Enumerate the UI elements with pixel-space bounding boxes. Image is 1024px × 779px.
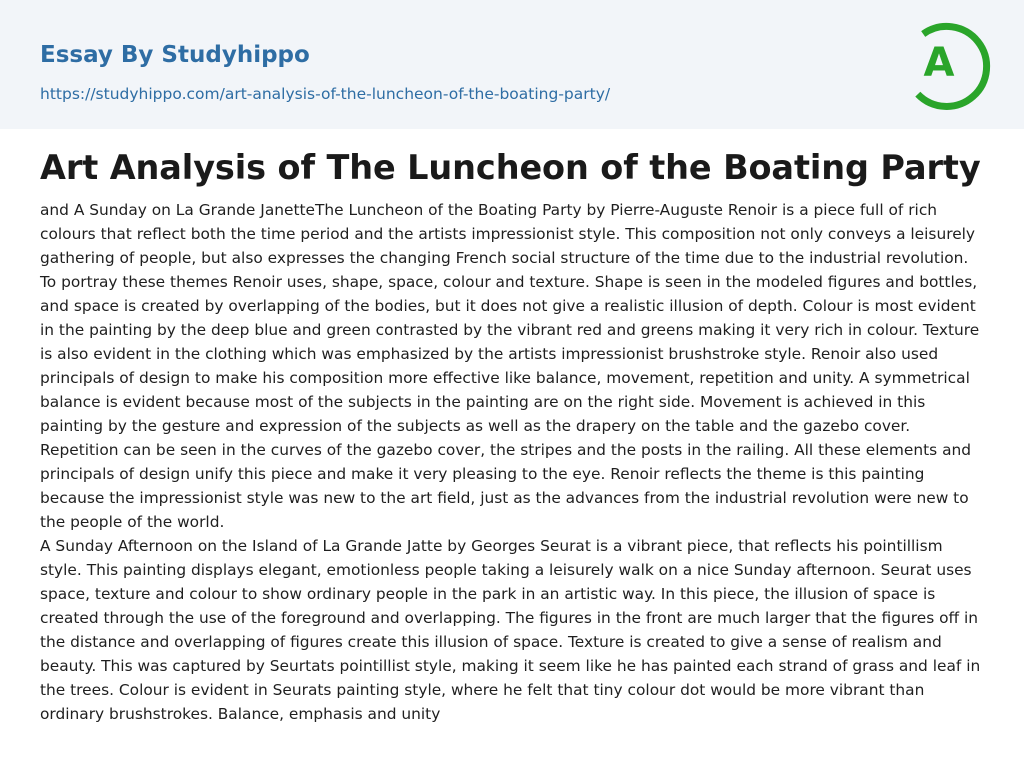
article [0,129,1024,726]
article-paragraph-1: and A Sunday on La Grande JanetteThe Luncheon of the Boating Party by Pierre-Auguste Renoir is a piece full of rich colours that reflect both the time period and the artists impressionist style. This composition not only conveys a leisurely gathering of people, but also expresses the changing French social structure of the time due to the industrial revolution. To portray these themes Renoir uses, shape, space, colour and texture. Shape is seen in the modeled figures and bottles, and space is created by overlapping of the bodies, but it does not give a realistic illusion of depth. Colour is most evident in the painting by the deep blue and green contrasted by the vibrant red and greens making it very rich in colour. Texture is also evident in the clothing which was emphasized by the artists impressionist brushstroke style. Renoir also used principals of design to make his composition more effective like balance, movement, repetition and unity. A symmetrical balance is evident because most of the subjects in the painting are on the right side. Movement is achieved in this painting by the gesture and expression of the subjects as well as the drapery on the table and the gazebo cover. Repetition can be seen in the curves of the gazebo cover, the stripes and the posts in the railing. All these elements and principals of design unify this piece and make it very pleasing to the eye. Renoir reflects the theme is this painting because the impressionist style was new to the art field, just as the advances from the industrial revolution were new to the people of the world. [40,201,980,531]
site-header [0,0,1024,129]
article-url-link[interactable]: https://studyhippo.com/art-analysis-of-the-luncheon-of-the-boating-party/ [40,85,611,103]
article-paragraph-2: A Sunday Afternoon on the Island of La Grande Jatte by Georges Seurat is a vibrant piece, that reflects his pointillism style. This painting displays elegant, emotionless people taking a leisurely walk on a nice Sunday afternoon. Seurat uses space, texture and colour to show ordinary people in the park in an artistic way. In this piece, the illusion of space is created through the use of the foreground and overlapping. The figures in the front are much larger that the figures off in the distance and overlapping of figures create this illusion of space. Texture is created to give a sense of realism and beauty. This was captured by Seurtats pointillist style, making it seem like he has painted each strand of grass and leaf in the trees. Colour is evident in Seurats painting style, where he felt that tiny colour dot would be more vibrant than ordinary brushstrokes. Balance, emphasis and unity [40,537,981,723]
brand-title[interactable]: Essay By Studyhippo [40,42,310,68]
article-title: Art Analysis of The Luncheon of the Boating Party [40,148,981,187]
logo-letter: A [923,40,955,86]
studyhippo-logo-icon[interactable] [896,16,992,112]
